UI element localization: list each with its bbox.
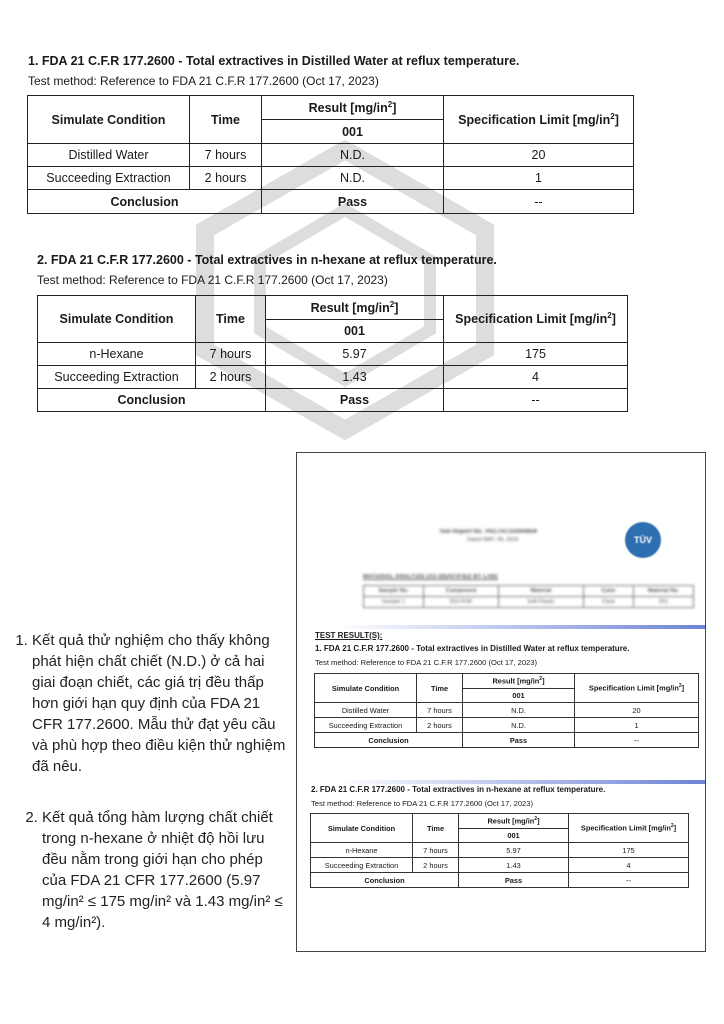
doc-section2-title: 2. FDA 21 C.F.R 177.2600 - Total extractives in n-hexane at reflux temperature. <box>311 785 606 794</box>
row-limit: 20 <box>575 703 699 718</box>
material-cell: Sample 1 <box>364 597 424 608</box>
header-time: Time <box>417 674 463 703</box>
section1-title: 1. FDA 21 C.F.R 177.2600 - Total extractives in Distilled Water at reflux temperature. <box>28 54 520 68</box>
section2-table <box>37 295 628 412</box>
row-limit: 20 <box>444 144 634 167</box>
row-condition: Succeeding Extraction <box>311 858 413 873</box>
row-time: 7 hours <box>196 343 266 366</box>
header-limit: Specification Limit $[mg/in^2]$ <box>444 96 634 144</box>
row-time: 2 hours <box>417 718 463 733</box>
row-time: 2 hours <box>413 858 459 873</box>
conclusion-label: Conclusion <box>28 190 262 214</box>
row-result: 1.43 <box>459 858 569 873</box>
material-header: Material No. <box>634 586 694 597</box>
row-limit: 4 <box>569 858 689 873</box>
row-result: 1.43 <box>266 366 444 389</box>
row-limit: 1 <box>575 718 699 733</box>
material-header: Color <box>584 586 634 597</box>
row-limit: 1 <box>444 167 634 190</box>
section1-table <box>27 95 634 214</box>
row-condition: Succeeding Extraction <box>38 366 196 389</box>
row-time: 7 hours <box>413 843 459 858</box>
header-limit: Specification Limit $[mg/in^2]$ <box>444 296 628 343</box>
material-header: Sample No. <box>364 586 424 597</box>
test-results-heading: TEST RESULT(S): <box>315 631 383 640</box>
material-table <box>363 585 694 608</box>
doc-section2-method: Test method: Reference to FDA 21 C.F.R 177.2600 (Oct 17, 2023) <box>311 799 534 808</box>
conclusion-result: Pass <box>262 190 444 214</box>
report-date: Dated MAY. 08, 2023 <box>467 537 519 543</box>
section1-method: Test method: Reference to FDA 21 C.F.R 177.2600 (Oct 17, 2023) <box>28 74 379 88</box>
row-result: N.D. <box>463 703 575 718</box>
row-time: 2 hours <box>196 366 266 389</box>
report-thumbnail <box>296 452 706 952</box>
material-heading: MATERIAL ANALYSIS (AS IDENTIFIED BY LAB) <box>363 574 498 580</box>
row-condition: Succeeding Extraction <box>315 718 417 733</box>
material-cell: 502-POE <box>424 597 499 608</box>
material-header: Material <box>499 586 584 597</box>
conclusion-label: Conclusion <box>315 733 463 748</box>
doc-section1-title: 1. FDA 21 C.F.R 177.2600 - Total extractives in Distilled Water at reflux temperature. <box>315 644 630 653</box>
note-item: 1. Kết quả thử nghiệm cho thấy không phát hiện chất chiết (N.D.) ở cả hai giai đoạn chiết, các giá trị đều thấp hơn giới hạn quy định của FDA 21 CFR 177.2600. Mẫu thử đạt yêu cầu và phù hợp theo điều kiện thử nghiệm đã nêu. <box>32 630 289 777</box>
conclusion-result: Pass <box>463 733 575 748</box>
section2-title: 2. FDA 21 C.F.R 177.2600 - Total extractives in n-hexane at reflux temperature. <box>37 253 497 267</box>
doc-section1-table <box>314 673 699 748</box>
scan-streak <box>337 780 705 784</box>
row-limit: 175 <box>569 843 689 858</box>
material-header: Component <box>424 586 499 597</box>
row-condition: Succeeding Extraction <box>28 167 190 190</box>
conclusion-limit: -- <box>444 389 628 412</box>
header-sample: 001 <box>262 120 444 144</box>
header-condition: Simulate Condition <box>38 296 196 343</box>
row-condition: Distilled Water <box>28 144 190 167</box>
row-condition: n-Hexane <box>38 343 196 366</box>
row-time: 7 hours <box>190 144 262 167</box>
conclusion-result: Pass <box>459 873 569 888</box>
row-condition: n-Hexane <box>311 843 413 858</box>
header-sample: 001 <box>266 320 444 343</box>
section2-method: Test method: Reference to FDA 21 C.F.R 177.2600 (Oct 17, 2023) <box>37 273 388 287</box>
notes-list <box>6 630 289 963</box>
conclusion-limit: -- <box>444 190 634 214</box>
conclusion-label: Conclusion <box>38 389 266 412</box>
material-cell: Clear <box>584 597 634 608</box>
header-result: Result $[mg/in^2]$ <box>459 814 569 829</box>
header-sample: 001 <box>459 829 569 843</box>
report-number: Test Report No. VN17AC23/000859 <box>439 529 537 535</box>
row-result: 5.97 <box>459 843 569 858</box>
doc-section1-method: Test method: Reference to FDA 21 C.F.R 177.2600 (Oct 17, 2023) <box>315 658 538 667</box>
header-result: Result $[mg/in^2]$ <box>262 96 444 120</box>
header-time: Time <box>196 296 266 343</box>
row-result: 5.97 <box>266 343 444 366</box>
note-item: 2. Kết quả tổng hàm lượng chất chiết trong n-hexane ở nhiệt độ hồi lưu đều nằm trong giới hạn cho phép của FDA 21 CFR 177.2600 (5.97 mg/in² ≤ 175 mg/in² và 1.43 mg/in² ≤ 4 mg/in²). <box>42 807 289 933</box>
header-time: Time <box>413 814 459 843</box>
row-limit: 4 <box>444 366 628 389</box>
row-time: 2 hours <box>190 167 262 190</box>
row-result: N.D. <box>262 167 444 190</box>
tuv-logo: TÜV <box>625 522 661 558</box>
material-cell: Soft Plastic <box>499 597 584 608</box>
row-limit: 175 <box>444 343 628 366</box>
row-time: 7 hours <box>417 703 463 718</box>
conclusion-limit: -- <box>575 733 699 748</box>
scan-streak <box>337 625 705 629</box>
header-condition: Simulate Condition <box>28 96 190 144</box>
header-condition: Simulate Condition <box>311 814 413 843</box>
doc-section2-table <box>310 813 689 888</box>
conclusion-result: Pass <box>266 389 444 412</box>
conclusion-limit: -- <box>569 873 689 888</box>
header-limit: Specification Limit $[mg/in^2]$ <box>569 814 689 843</box>
header-limit: Specification Limit $[mg/in^2]$ <box>575 674 699 703</box>
row-result: N.D. <box>463 718 575 733</box>
header-condition: Simulate Condition <box>315 674 417 703</box>
header-time: Time <box>190 96 262 144</box>
header-sample: 001 <box>463 689 575 703</box>
material-cell: 001 <box>634 597 694 608</box>
row-condition: Distilled Water <box>315 703 417 718</box>
header-result: Result $[mg/in^2]$ <box>463 674 575 689</box>
header-result: Result $[mg/in^2]$ <box>266 296 444 320</box>
row-result: N.D. <box>262 144 444 167</box>
conclusion-label: Conclusion <box>311 873 459 888</box>
